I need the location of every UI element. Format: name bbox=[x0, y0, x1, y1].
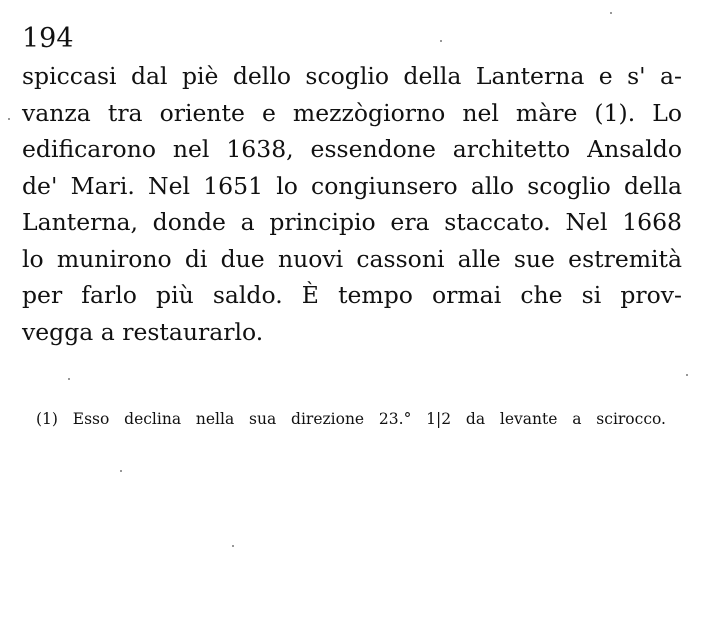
paper-speck bbox=[686, 374, 688, 376]
text-line: lo munirono di due nuovi cassoni alle sue estremità bbox=[22, 244, 682, 273]
paper-speck bbox=[610, 12, 612, 14]
paper-speck bbox=[120, 470, 122, 472]
paper-speck bbox=[232, 545, 234, 547]
text-line: per farlo più saldo. È tempo ormai che si prov- bbox=[22, 281, 682, 309]
footnote: (1) Esso declina nella sua direzione 23.° 1|2 da levante a scirocco. bbox=[36, 410, 666, 428]
page-number: 194 bbox=[22, 23, 74, 54]
text-line: spiccasi dal piè dello scoglio della Lanterna e s' a- bbox=[22, 62, 682, 90]
text-line: Lanterna, donde a principio era staccato. Nel 1668 bbox=[22, 208, 682, 236]
text-line: vegga a restaurarlo. bbox=[22, 317, 264, 346]
text-line: de' Mari. Nel 1651 lo congiunsero allo scoglio della bbox=[22, 171, 682, 200]
paper-speck bbox=[440, 40, 442, 42]
body-paragraph bbox=[22, 58, 682, 350]
paper-speck bbox=[8, 118, 10, 120]
text-line: edificarono nel 1638, essendone architetto Ansaldo bbox=[22, 135, 682, 163]
paper-speck bbox=[68, 378, 70, 380]
text-line: vanza tra oriente e mezzògiorno nel màre (1). Lo bbox=[22, 98, 682, 127]
